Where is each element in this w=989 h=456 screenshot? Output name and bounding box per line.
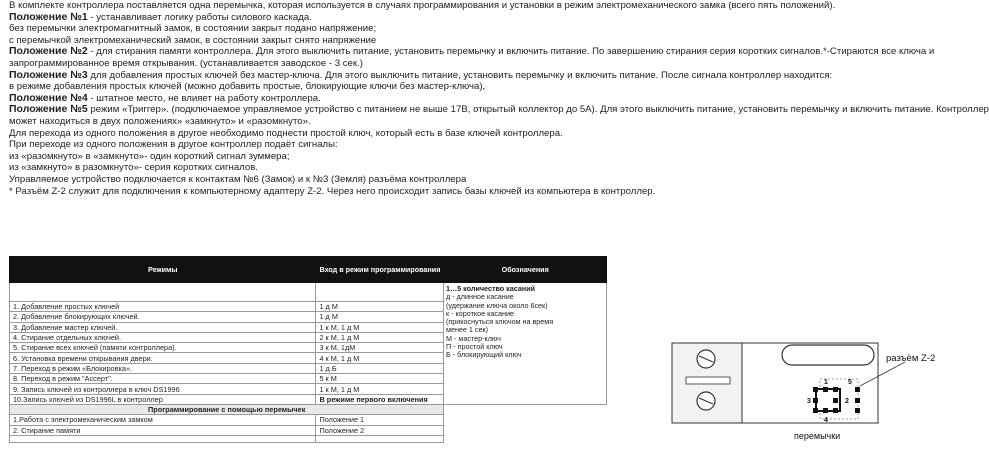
mode-cell: 1.Работа с электромеханическим замком [10, 415, 316, 425]
legend-item: Б - блокирующий ключ [446, 350, 522, 360]
table-header-row [10, 257, 607, 283]
entry-cell: 1 к М, 1 д М [316, 322, 444, 332]
entry-cell: 4 к М, 1 д М [316, 353, 444, 363]
position-3-text: для добавления простых ключей без мастер-ключа. Для этого выключить питание, установить перемычку и включить питание. После сигнала контроллер находится: [90, 69, 833, 81]
mode-cell: 2. Стирание памяти [10, 425, 316, 435]
text-line: в режиме добавления простых ключей (можно добавить простые, блокирующие ключи без мастер-ключа), [9, 81, 486, 93]
text-line: с перемычкой электромеханический замок, в состоянии закрыт снято напряжение [9, 34, 377, 46]
legend-item: к - короткое касание [446, 308, 514, 318]
mode-cell: 10.Запись ключей из DS1996L в контроллер [10, 394, 316, 404]
table-row [10, 425, 607, 435]
entry-cell: Положение 2 [316, 425, 444, 435]
mode-cell: 1. Добавление простых ключей [10, 302, 316, 312]
text-line: Управляемое устройство подключается к контактам №6 (Замок) и к №3 (Земля) разъёма контроллера [9, 173, 467, 185]
pin-1-label: 1 [824, 379, 828, 386]
buzzer-slot [782, 345, 874, 365]
mode-cell: 3. Добавление мастер ключей. [10, 322, 316, 332]
jumpers-label: перемычки [794, 431, 841, 441]
entry-cell: 2 к М, 1 д М [316, 332, 444, 342]
entry-cell: Положение 1 [316, 415, 444, 425]
entry-cell: 3 к М, 1дМ [316, 343, 444, 353]
legend-item: д - длинное касание [446, 292, 514, 302]
instructions-text [9, 0, 989, 197]
connector-label: разъём Z-2 [886, 353, 936, 364]
position-5-line [9, 103, 989, 116]
position-1-text: - устанавливает логику работы силового каскада. [90, 11, 312, 23]
text-line: Для перехода из одного положения в другое необходимо поднести простой ключ, который есть в базе ключей контроллера. [9, 127, 563, 139]
group-header-row [10, 404, 607, 414]
mode-cell: 8. Переход в режим "Ассерт". [10, 374, 316, 384]
pin-2-label: 2 [845, 398, 849, 405]
mode-cell: 5. Стирание всех ключей (памяти контроллера). [10, 343, 316, 353]
table-row [10, 374, 607, 384]
table-row [10, 384, 607, 394]
entry-cell: 1 д Б [316, 363, 444, 373]
pin-4-label: 4 [824, 417, 828, 424]
position-1-label: Положение №1 [9, 10, 88, 23]
intro-line: В комплекте контроллера поставляется одна перемычка, которая используется в случаях программирования и установки в режим электромеханического замка (всего пять положений). [9, 0, 836, 11]
mode-cell: 2. Добавление блокирующих ключей. [10, 312, 316, 322]
entry-cell: 1 д М [316, 302, 444, 312]
mode-cell: 9. Запись ключей из контроллера в ключ DS1996 [10, 384, 316, 394]
mode-cell: 6. Установка времени открывания двери. [10, 353, 316, 363]
header-notation: Обозначения [444, 257, 607, 283]
position-2-label: Положение №2 [9, 45, 88, 58]
position-3-label: Положение №3 [9, 68, 88, 81]
table-row [10, 435, 607, 442]
legend-item: П - простой ключ [446, 342, 503, 352]
position-3-line [9, 70, 986, 82]
table-row [10, 394, 607, 404]
entry-cell: 5 к М [316, 374, 444, 384]
header-modes: Режимы [10, 257, 316, 283]
entry-cell: 1 д М [316, 312, 444, 322]
legend-item: менее 1 сек) [446, 325, 489, 335]
legend-item: (прикоснуться ключом на время [446, 317, 554, 327]
text-line: При переходе из одного положения в другое контроллер подаёт сигналы: [9, 139, 338, 151]
text-line: без перемычки электромагнитный замок, в состоянии закрыт подано напряжение; [9, 23, 377, 35]
text-line: из «замкнуто» в разомкнуто»- серия коротких сигналов. [9, 162, 258, 174]
mode-cell: 7. Переход в режим «Блокировка». [10, 363, 316, 373]
group-header: Программирование с помощью перемычек [10, 404, 444, 414]
table-row [10, 415, 607, 425]
position-4-line [9, 93, 986, 105]
entry-cell: 1 к М, 1 д М [316, 384, 444, 394]
legend-item: М - мастер-ключ [446, 333, 501, 343]
mode-cell: 4. Стирание отдельных ключей. [10, 332, 316, 342]
entry-cell: В режиме первого включения [316, 394, 444, 404]
text-line: * Разъём Z-2 служит для подключения к компьютерному адаптеру Z-2. Через него происходит запись базы ключей из компьютера в контроллер. [9, 185, 656, 197]
legend-item: (удержание ключа около 6сек) [446, 300, 548, 310]
pin-5-label: 5 [848, 379, 852, 386]
legend-item: 1…5 количество касаний [446, 284, 536, 293]
controller-board-diagram [670, 341, 936, 446]
notation-legend [446, 285, 606, 360]
pin-3-label: 3 [807, 398, 811, 405]
position-5-label: Положение №5 [9, 103, 88, 116]
text-line: запрограммированное время открывания. (устанавливается заводское - 3 сек.) [9, 57, 363, 69]
position-4-text: - штатное место, не влияет на работу контроллера. [90, 92, 321, 104]
position-5-text: режим «Триггер». (подключаемое управляемое устройство с питанием не выше 17В, открытый коллектор до 5А). Для этого выключить питание, установить перемычку и включить питание. Контроллер [90, 104, 989, 116]
position-1-line [9, 12, 986, 24]
header-entry: Вход в режим программирования [316, 257, 444, 283]
position-2-text: - для стирания памяти контроллера. Для этого выключить питание, установить перемычку и включить питание. По завершению стирания серия коротких сигналов.*-Стираются все ключа и [90, 46, 935, 58]
text-line: может находиться в двух положениях» «замкнуто» и «разомкнуто». [9, 115, 311, 127]
position-4-label: Положение №4 [9, 91, 88, 104]
text-line: из «разомкнуто» в «замкнуто»- один короткий сигнал зуммера; [9, 150, 290, 162]
table-row [10, 363, 607, 373]
position-2-line [9, 46, 986, 58]
